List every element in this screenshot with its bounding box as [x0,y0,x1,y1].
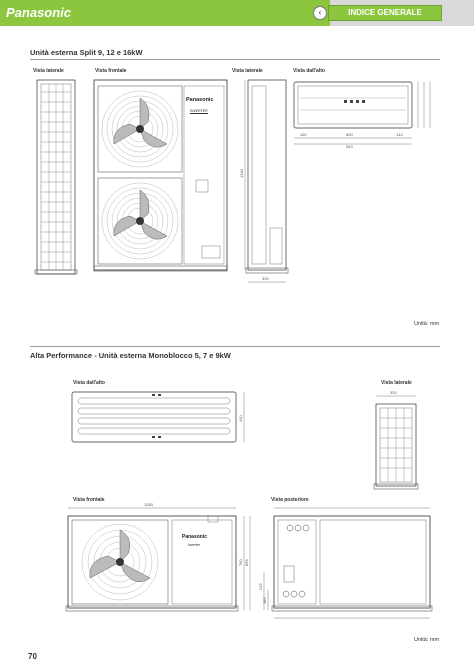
svg-text:600: 600 [346,132,353,137]
view-label-top-2: Vista dall'alto [73,380,105,386]
svg-text:185: 185 [262,597,267,604]
section1-unit-label: Unità: mm [414,321,440,327]
section1-rule [30,59,440,60]
svg-text:1340: 1340 [239,169,244,178]
split-brand-label: Panasonic [186,97,214,103]
section2-rule [30,346,440,347]
view-label-front-2: Vista frontale [73,497,105,503]
view-label-side-2: Vista laterale [232,68,263,74]
svg-text:160: 160 [300,132,307,137]
section2-title: Alta Performance - Unità esterna Monoblocco 5, 7 e 9kW [30,351,231,360]
split-side-view-louvered [34,78,80,278]
page-header [0,0,474,26]
mono-side-view [370,388,426,498]
split-top-view [290,78,440,150]
svg-text:1283: 1283 [144,502,153,507]
index-button[interactable]: INDICE GENERALE [328,5,442,21]
svg-text:144: 144 [396,132,403,137]
svg-text:760: 760 [238,559,243,566]
view-label-side-1: Vista laterale [33,68,64,74]
split-front-view [92,78,232,278]
split-side-view-2 [234,78,294,298]
svg-text:410: 410 [238,415,243,422]
brand-logo: Panasonic [6,5,72,20]
mono-rear-view [258,506,438,626]
page-number: 70 [28,652,37,661]
mono-brand-label: Panasonic [182,534,208,540]
svg-text:215: 215 [258,583,263,590]
svg-text:320: 320 [262,276,269,281]
section2-unit-label: Unità: mm [414,637,440,643]
view-label-top: Vista dall'alto [293,68,325,74]
mono-model-label: Inverter [188,543,200,547]
split-model-label: INVERTER [190,109,208,113]
view-label-side-3: Vista laterale [381,380,412,386]
mono-front-view [64,502,256,618]
svg-text:865: 865 [244,559,249,566]
svg-text:940: 940 [346,144,353,149]
section1-title: Unità esterna Split 9, 12 e 16kW [30,48,143,57]
view-label-front: Vista frontale [95,68,127,74]
chevron-left-icon[interactable]: ‹ [313,6,327,20]
svg-text:320: 320 [390,390,397,395]
mono-top-view [68,388,248,448]
view-label-rear: Vista posteriore [271,497,309,503]
